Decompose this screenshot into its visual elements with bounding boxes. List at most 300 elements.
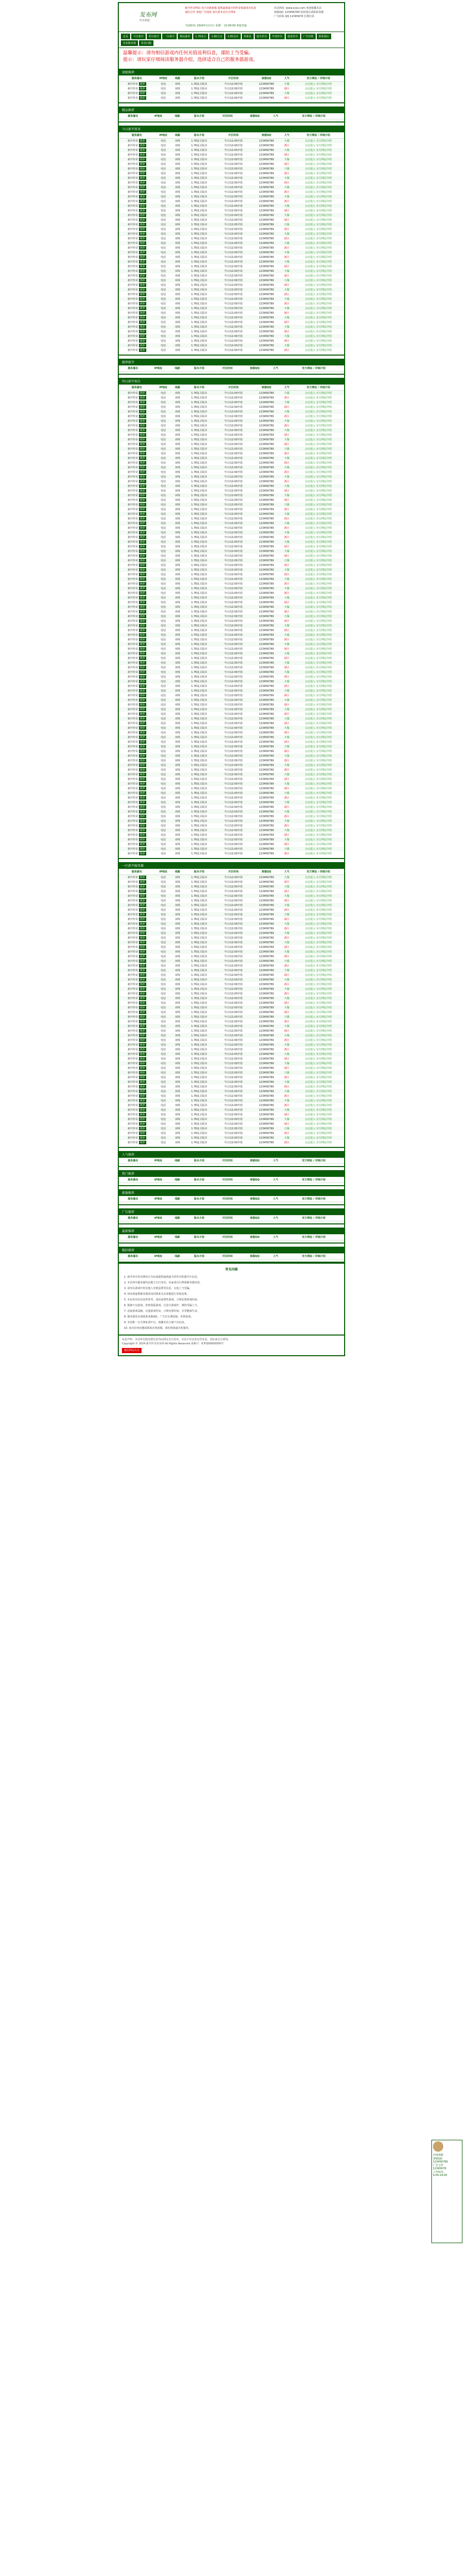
table-row[interactable] [119,758,344,763]
table-row[interactable] [119,148,344,152]
website-link[interactable]: 点击进入 官方网站介绍 [292,763,344,768]
table-row[interactable] [119,348,344,352]
table-row[interactable] [119,698,344,702]
table-row[interactable] [119,605,344,609]
server-name-cell[interactable]: 新开传奇 推荐 [119,315,155,320]
server-name-cell[interactable]: 新开传奇 推荐 [128,946,145,949]
server-name-cell[interactable]: 新开传奇 推荐 [119,1089,155,1094]
table-row[interactable] [119,325,344,329]
website-link[interactable]: 点击进入 官方网站介绍 [292,269,344,273]
server-name-cell[interactable]: 新开传奇 推荐 [128,787,145,790]
table-row[interactable] [119,306,344,311]
server-name-cell[interactable]: 新开传奇 推荐 [119,1052,155,1056]
table-row[interactable] [119,959,344,963]
website-link[interactable]: 点击进入 官方网站介绍 [292,343,344,348]
server-name-cell[interactable]: 新开传奇 推荐 [128,302,145,305]
table-row[interactable] [119,554,344,558]
server-name-cell[interactable]: 新开传奇 推荐 [128,750,145,753]
table-row[interactable] [119,814,344,819]
website-link[interactable]: 点击进入 官方网站介绍 [305,181,332,185]
server-name-cell[interactable]: 新开传奇 推荐 [119,1098,155,1103]
server-name-cell[interactable]: 新开传奇 推荐 [119,176,155,180]
table-row[interactable] [119,572,344,577]
website-link[interactable]: 点击进入 官方网站介绍 [305,508,332,511]
table-row[interactable] [119,414,344,419]
server-name-cell[interactable]: 新开传奇 推荐 [119,204,155,208]
website-link[interactable]: 点击进入 官方网站介绍 [305,1132,332,1135]
table-row[interactable] [119,530,344,535]
table-row[interactable] [119,754,344,758]
server-name-cell[interactable]: 新开传奇 推荐 [128,349,145,352]
website-link[interactable]: 点击进入 官方网站介绍 [292,623,344,628]
website-link[interactable]: 点击进入 官方网站介绍 [292,409,344,414]
website-link[interactable]: 点击进入 官方网站介绍 [292,987,344,991]
table-row[interactable] [119,171,344,176]
website-link[interactable]: 点击进入 官方网站介绍 [305,769,332,772]
website-link[interactable]: 点击进入 官方网站介绍 [305,759,332,762]
table-row[interactable] [119,320,344,325]
website-link[interactable]: 点击进入 官方网站介绍 [292,726,344,730]
website-link[interactable]: 点击进入 官方网站介绍 [305,824,332,827]
server-name-cell[interactable]: 新开传奇 推荐 [128,1002,145,1005]
nav-link[interactable]: 一区新开 [162,34,177,39]
server-name-cell[interactable]: 新开传奇 推荐 [119,512,155,516]
table-row[interactable] [119,447,344,451]
nav-link[interactable]: 中变传奇 [270,34,285,39]
website-link[interactable]: 点击进入 官方网站介绍 [292,949,344,954]
table-row[interactable] [119,1089,344,1094]
website-link[interactable]: 点击进入 官方网站介绍 [292,772,344,777]
table-row[interactable] [119,623,344,628]
server-name-cell[interactable]: 新开传奇 推荐 [128,97,145,100]
table-row[interactable] [119,1136,344,1140]
server-name-cell[interactable]: 新开传奇 推荐 [128,759,145,762]
table-row[interactable] [119,661,344,665]
server-name-cell[interactable]: 新开传奇 推荐 [128,713,145,716]
table-row[interactable] [119,391,344,396]
table-row[interactable] [119,875,344,880]
server-name-cell[interactable]: 新开传奇 推荐 [119,884,155,889]
website-link[interactable]: 点击进入 官方网站介绍 [292,912,344,917]
server-name-cell[interactable]: 新开传奇 推荐 [119,744,155,749]
server-name-cell[interactable]: 新开传奇 推荐 [119,447,155,451]
server-name-cell[interactable]: 新开传奇 推荐 [119,325,155,329]
website-link[interactable]: 点击进入 官方网站介绍 [292,754,344,758]
table-row[interactable] [119,772,344,777]
table-row[interactable] [119,763,344,768]
server-name-cell[interactable]: 新开传奇 推荐 [128,396,145,400]
server-name-cell[interactable]: 新开传奇 推荐 [128,741,145,744]
server-name-cell[interactable]: 新开传奇 推荐 [128,1039,145,1042]
nav-link[interactable]: 精品推荐 [178,34,192,39]
website-link[interactable]: 点击进入 官方网站介绍 [305,489,332,493]
server-name-cell[interactable]: 新开传奇 推荐 [128,648,145,651]
server-name-cell[interactable]: 新开传奇 推荐 [128,312,145,315]
website-link[interactable]: 点击进入 官方网站介绍 [305,406,332,409]
server-name-cell[interactable]: 新开传奇 推荐 [119,940,155,945]
server-name-cell[interactable]: 新开传奇 推荐 [119,241,155,246]
table-row[interactable] [119,1103,344,1108]
server-name-cell[interactable]: 新开传奇 推荐 [119,278,155,283]
table-row[interactable] [119,199,344,204]
table-row[interactable] [119,880,344,884]
server-name-cell[interactable]: 新开传奇 推荐 [128,321,145,324]
website-link[interactable]: 点击进入 官方网站介绍 [305,219,332,222]
table-row[interactable] [119,250,344,255]
server-name-cell[interactable]: 新开传奇 推荐 [119,428,155,433]
table-row[interactable] [119,740,344,744]
server-name-cell[interactable]: 新开传奇 推荐 [119,194,155,199]
server-name-cell[interactable]: 新开传奇 推荐 [128,638,145,641]
table-row[interactable] [119,642,344,647]
table-row[interactable] [119,674,344,679]
table-row[interactable] [119,819,344,823]
website-link[interactable]: 点击进入 官方网站介绍 [292,968,344,973]
server-name-cell[interactable]: 新开传奇 推荐 [128,424,145,427]
server-name-cell[interactable]: 新开传奇 推荐 [119,465,155,470]
table-row[interactable] [119,833,344,837]
table-row[interactable] [119,488,344,493]
server-name-cell[interactable]: 新开传奇 推荐 [119,1005,155,1010]
website-link[interactable]: 点击进入 官方网站介绍 [305,834,332,837]
website-link[interactable]: 点击进入 官方网站介绍 [305,787,332,790]
table-row[interactable] [119,423,344,428]
website-link[interactable]: 点击进入 官方网站介绍 [305,1104,332,1107]
server-name-cell[interactable]: 新开传奇 推荐 [128,1011,145,1014]
website-link[interactable]: 点击进入 官方网站介绍 [292,493,344,498]
table-row[interactable] [119,180,344,185]
website-link[interactable]: 点击进入 官方网站介绍 [292,931,344,936]
website-link[interactable]: 点击进入 官方网站介绍 [305,499,332,502]
website-link[interactable]: 点击进入 官方网站介绍 [305,974,332,977]
floating-service-panel[interactable] [431,2140,462,2243]
server-name-cell[interactable]: 新开传奇 推荐 [119,949,155,954]
server-name-cell[interactable]: 新开传奇 推荐 [128,191,145,194]
website-link[interactable]: 点击进入 官方网站介绍 [305,87,332,90]
website-link[interactable]: 点击进入 官方网站介绍 [305,899,332,902]
server-name-cell[interactable]: 新开传奇 推荐 [128,834,145,837]
table-row[interactable] [119,311,344,315]
table-row[interactable] [119,963,344,968]
table-row[interactable] [119,647,344,651]
website-link[interactable]: 点击进入 官方网站介绍 [292,222,344,227]
website-link[interactable]: 点击进入 官方网站介绍 [305,815,332,818]
table-row[interactable] [119,889,344,894]
server-name-cell[interactable]: 新开传奇 推荐 [128,200,145,203]
table-row[interactable] [119,936,344,940]
table-row[interactable] [119,735,344,740]
website-link[interactable]: 点击进入 官方网站介绍 [292,661,344,665]
website-link[interactable]: 点击进入 官方网站介绍 [305,462,332,465]
server-name-cell[interactable]: 新开传奇 推荐 [119,875,155,880]
website-link[interactable]: 点击进入 官方网站介绍 [292,791,344,795]
website-link[interactable]: 点击进入 官方网站介绍 [292,549,344,554]
server-name-cell[interactable]: 新开传奇 推荐 [128,471,145,474]
table-row[interactable] [119,241,344,246]
server-name-cell[interactable]: 新开传奇 推荐 [119,595,155,600]
server-name-cell[interactable]: 新开传奇 推荐 [128,172,145,175]
server-name-cell[interactable]: 新开传奇 推荐 [128,293,145,296]
server-name-cell[interactable]: 新开传奇 推荐 [128,415,145,418]
website-link[interactable]: 点击进入 官方网站介绍 [292,334,344,339]
table-row[interactable] [119,591,344,595]
table-row[interactable] [119,996,344,1001]
website-link[interactable]: 点击进入 官方网站介绍 [305,209,332,212]
server-name-cell[interactable]: 新开传奇 推荐 [119,800,155,805]
website-link[interactable]: 点击进入 官方网站介绍 [292,800,344,805]
table-row[interactable] [119,1033,344,1038]
server-name-cell[interactable]: 新开传奇 推荐 [128,890,145,893]
table-row[interactable] [119,152,344,157]
table-row[interactable] [119,143,344,148]
table-row[interactable] [119,419,344,423]
website-link[interactable]: 点击进入 官方网站介绍 [292,1005,344,1010]
server-name-cell[interactable]: 新开传奇 推荐 [128,517,145,520]
server-name-cell[interactable]: 新开传奇 推荐 [128,666,145,669]
website-link[interactable]: 点击进入 官方网站介绍 [305,471,332,474]
table-row[interactable] [119,1052,344,1056]
server-name-cell[interactable]: 新开传奇 推荐 [128,824,145,827]
server-name-cell[interactable]: 新开传奇 推荐 [119,549,155,554]
table-row[interactable] [119,190,344,194]
table-row[interactable] [119,851,344,856]
table-row[interactable] [119,1029,344,1033]
server-name-cell[interactable]: 新开传奇 推荐 [128,527,145,530]
server-name-cell[interactable]: 新开传奇 推荐 [119,306,155,311]
website-link[interactable]: 点击进入 官方网站介绍 [305,545,332,548]
table-row[interactable] [119,269,344,273]
website-link[interactable]: 点击进入 官方网站介绍 [292,185,344,190]
website-link[interactable]: 点击进入 官方网站介绍 [292,465,344,470]
site-logo[interactable] [140,10,171,21]
server-name-cell[interactable]: 新开传奇 推荐 [119,894,155,898]
website-link[interactable]: 点击进入 官方网站介绍 [305,284,332,287]
server-name-cell[interactable]: 新开传奇 推荐 [119,409,155,414]
website-link[interactable]: 点击进入 官方网站介绍 [292,586,344,591]
table-row[interactable] [119,1019,344,1024]
server-name-cell[interactable]: 新开传奇 推荐 [128,1057,145,1061]
website-link[interactable]: 点击进入 官方网站介绍 [292,1015,344,1019]
website-link[interactable]: 点击进入 官方网站介绍 [292,259,344,264]
server-name-cell[interactable]: 新开传奇 推荐 [119,698,155,702]
server-name-cell[interactable]: 新开传奇 推荐 [128,620,145,623]
server-name-cell[interactable]: 新开传奇 推荐 [119,977,155,982]
server-name-cell[interactable]: 新开传奇 推荐 [119,847,155,851]
table-row[interactable] [119,903,344,908]
website-link[interactable]: 点击进入 官方网站介绍 [292,1061,344,1066]
table-row[interactable] [119,1131,344,1136]
website-link[interactable]: 点击进入 官方网站介绍 [292,707,344,712]
server-name-cell[interactable]: 新开传奇 推荐 [119,586,155,591]
table-row[interactable] [119,292,344,297]
website-link[interactable]: 点击进入 官方网站介绍 [292,306,344,311]
server-name-cell[interactable]: 新开传奇 推荐 [119,343,155,348]
server-name-cell[interactable]: 新开传奇 推荐 [128,573,145,576]
server-name-cell[interactable]: 新开传奇 推荐 [119,688,155,693]
website-link[interactable]: 点击进入 官方网站介绍 [292,400,344,405]
server-name-cell[interactable]: 新开传奇 推荐 [128,536,145,539]
website-link[interactable]: 点击进入 官方网站介绍 [292,456,344,461]
server-name-cell[interactable]: 新开传奇 推荐 [128,274,145,278]
server-name-cell[interactable]: 新开传奇 推荐 [119,1061,155,1066]
website-link[interactable]: 点击进入 官方网站介绍 [305,396,332,400]
table-row[interactable] [119,185,344,190]
server-name-cell[interactable]: 新开传奇 推荐 [119,1024,155,1029]
table-row[interactable] [119,1001,344,1005]
server-name-cell[interactable]: 新开传奇 推荐 [119,400,155,405]
table-row[interactable] [119,433,344,437]
website-link[interactable]: 点击进入 官方网站介绍 [305,741,332,744]
table-row[interactable] [119,679,344,684]
website-link[interactable]: 点击进入 官方网站介绍 [305,228,332,231]
website-link[interactable]: 点击进入 官方网站介绍 [305,527,332,530]
table-row[interactable] [119,609,344,614]
server-name-cell[interactable]: 新开传奇 推荐 [128,881,145,884]
website-link[interactable]: 点击进入 官方网站介绍 [305,1048,332,1051]
server-name-cell[interactable]: 新开传奇 推荐 [119,605,155,609]
server-name-cell[interactable]: 新开传奇 推荐 [128,499,145,502]
website-link[interactable]: 点击进入 官方网站介绍 [292,232,344,236]
table-row[interactable] [119,1042,344,1047]
nav-link[interactable]: 发布服务器 [121,40,138,46]
table-row[interactable] [119,1015,344,1019]
server-name-cell[interactable]: 新开传奇 推荐 [128,1123,145,1126]
server-name-cell[interactable]: 新开传奇 推荐 [119,670,155,674]
server-name-cell[interactable]: 新开传奇 推荐 [128,1067,145,1070]
table-row[interactable] [119,949,344,954]
table-row[interactable] [119,428,344,433]
server-name-cell[interactable]: 新开传奇 推荐 [128,899,145,902]
table-row[interactable] [119,568,344,572]
table-row[interactable] [119,809,344,814]
website-link[interactable]: 点击进入 官方网站介绍 [305,806,332,809]
website-link[interactable]: 点击进入 官方网站介绍 [305,452,332,455]
server-name-cell[interactable]: 新开传奇 推荐 [128,406,145,409]
server-name-cell[interactable]: 新开传奇 推荐 [119,502,155,507]
table-row[interactable] [119,912,344,917]
website-link[interactable]: 点击进入 官方网站介绍 [292,1108,344,1112]
server-name-cell[interactable]: 新开传奇 推荐 [128,1020,145,1023]
website-link[interactable]: 点击进入 官方网站介绍 [305,1085,332,1088]
table-row[interactable] [119,1005,344,1010]
table-row[interactable] [119,208,344,213]
table-row[interactable] [119,800,344,805]
table-row[interactable] [119,563,344,568]
table-row[interactable] [119,973,344,977]
website-link[interactable]: 点击进入 官方网站介绍 [305,1011,332,1014]
table-row[interactable] [119,227,344,232]
table-row[interactable] [119,1010,344,1015]
server-name-cell[interactable]: 新开传奇 推荐 [128,582,145,586]
table-row[interactable] [119,847,344,851]
server-name-cell[interactable]: 新开传奇 推荐 [128,796,145,800]
website-link[interactable]: 点击进入 官方网站介绍 [305,592,332,595]
table-row[interactable] [119,744,344,749]
website-link[interactable]: 点击进入 官方网站介绍 [305,750,332,753]
table-row[interactable] [119,991,344,996]
website-link[interactable]: 点击进入 官方网站介绍 [305,144,332,147]
website-link[interactable]: 点击进入 官方网站介绍 [292,735,344,740]
table-row[interactable] [119,884,344,889]
table-row[interactable] [119,493,344,498]
server-name-cell[interactable]: 新开传奇 推荐 [128,87,145,90]
table-row[interactable] [119,287,344,292]
server-name-cell[interactable]: 新开传奇 推荐 [128,685,145,688]
website-link[interactable]: 点击进入 官方网站介绍 [292,568,344,572]
website-link[interactable]: 点击进入 官方网站介绍 [305,703,332,707]
website-link[interactable]: 点击进入 官方网站介绍 [305,992,332,995]
website-link[interactable]: 点击进入 官方网站介绍 [292,391,344,396]
website-link[interactable]: 点击进入 官方网站介绍 [305,918,332,921]
server-name-cell[interactable]: 新开传奇 推荐 [128,1048,145,1051]
server-name-cell[interactable]: 新开传奇 推荐 [128,209,145,212]
website-link[interactable]: 点击进入 官方网站介绍 [305,302,332,305]
table-row[interactable] [119,926,344,931]
table-row[interactable] [119,139,344,144]
server-name-cell[interactable]: 新开传奇 推荐 [128,1141,145,1144]
table-row[interactable] [119,791,344,795]
server-name-cell[interactable]: 新开传奇 推荐 [119,213,155,218]
table-row[interactable] [119,786,344,791]
server-name-cell[interactable]: 新开传奇 推荐 [119,1136,155,1140]
website-link[interactable]: 点击进入 官方网站介绍 [305,927,332,930]
server-name-cell[interactable]: 新开传奇 推荐 [128,228,145,231]
website-link[interactable]: 点击进入 官方网站介绍 [305,256,332,259]
server-name-cell[interactable]: 新开传奇 推荐 [119,679,155,684]
table-row[interactable] [119,795,344,800]
table-row[interactable] [119,166,344,171]
website-link[interactable]: 点击进入 官方网站介绍 [305,1095,332,1098]
table-row[interactable] [119,665,344,670]
table-row[interactable] [119,670,344,674]
table-row[interactable] [119,204,344,208]
website-link[interactable]: 点击进入 官方网站介绍 [292,875,344,880]
website-link[interactable]: 点击进入 官方网站介绍 [292,521,344,526]
table-row[interactable] [119,586,344,591]
table-row[interactable] [119,1075,344,1080]
nav-link[interactable]: 首页 [121,34,130,39]
table-row[interactable] [119,255,344,259]
table-row[interactable] [119,1140,344,1145]
table-row[interactable] [119,343,344,348]
website-link[interactable]: 点击进入 官方网站介绍 [292,512,344,516]
table-row[interactable] [119,479,344,484]
table-row[interactable] [119,1038,344,1042]
table-row[interactable] [119,259,344,264]
table-row[interactable] [119,96,344,100]
table-row[interactable] [119,451,344,456]
table-row[interactable] [119,693,344,698]
table-row[interactable] [119,828,344,833]
table-row[interactable] [119,558,344,563]
table-row[interactable] [119,91,344,96]
website-link[interactable]: 点击进入 官方网站介绍 [305,657,332,660]
website-link[interactable]: 点击进入 官方网站介绍 [305,97,332,100]
table-row[interactable] [119,315,344,320]
server-name-cell[interactable]: 新开传奇 推荐 [128,1113,145,1116]
server-name-cell[interactable]: 新开传奇 推荐 [128,555,145,558]
server-name-cell[interactable]: 新开传奇 推荐 [119,334,155,339]
website-link[interactable]: 点击进入 官方网站介绍 [292,213,344,218]
server-name-cell[interactable]: 新开传奇 推荐 [119,819,155,823]
table-row[interactable] [119,684,344,688]
table-row[interactable] [119,977,344,982]
table-row[interactable] [119,619,344,623]
table-row[interactable] [119,595,344,600]
server-name-cell[interactable]: 新开传奇 推荐 [128,592,145,595]
website-link[interactable]: 点击进入 官方网站介绍 [292,828,344,833]
table-row[interactable] [119,301,344,306]
